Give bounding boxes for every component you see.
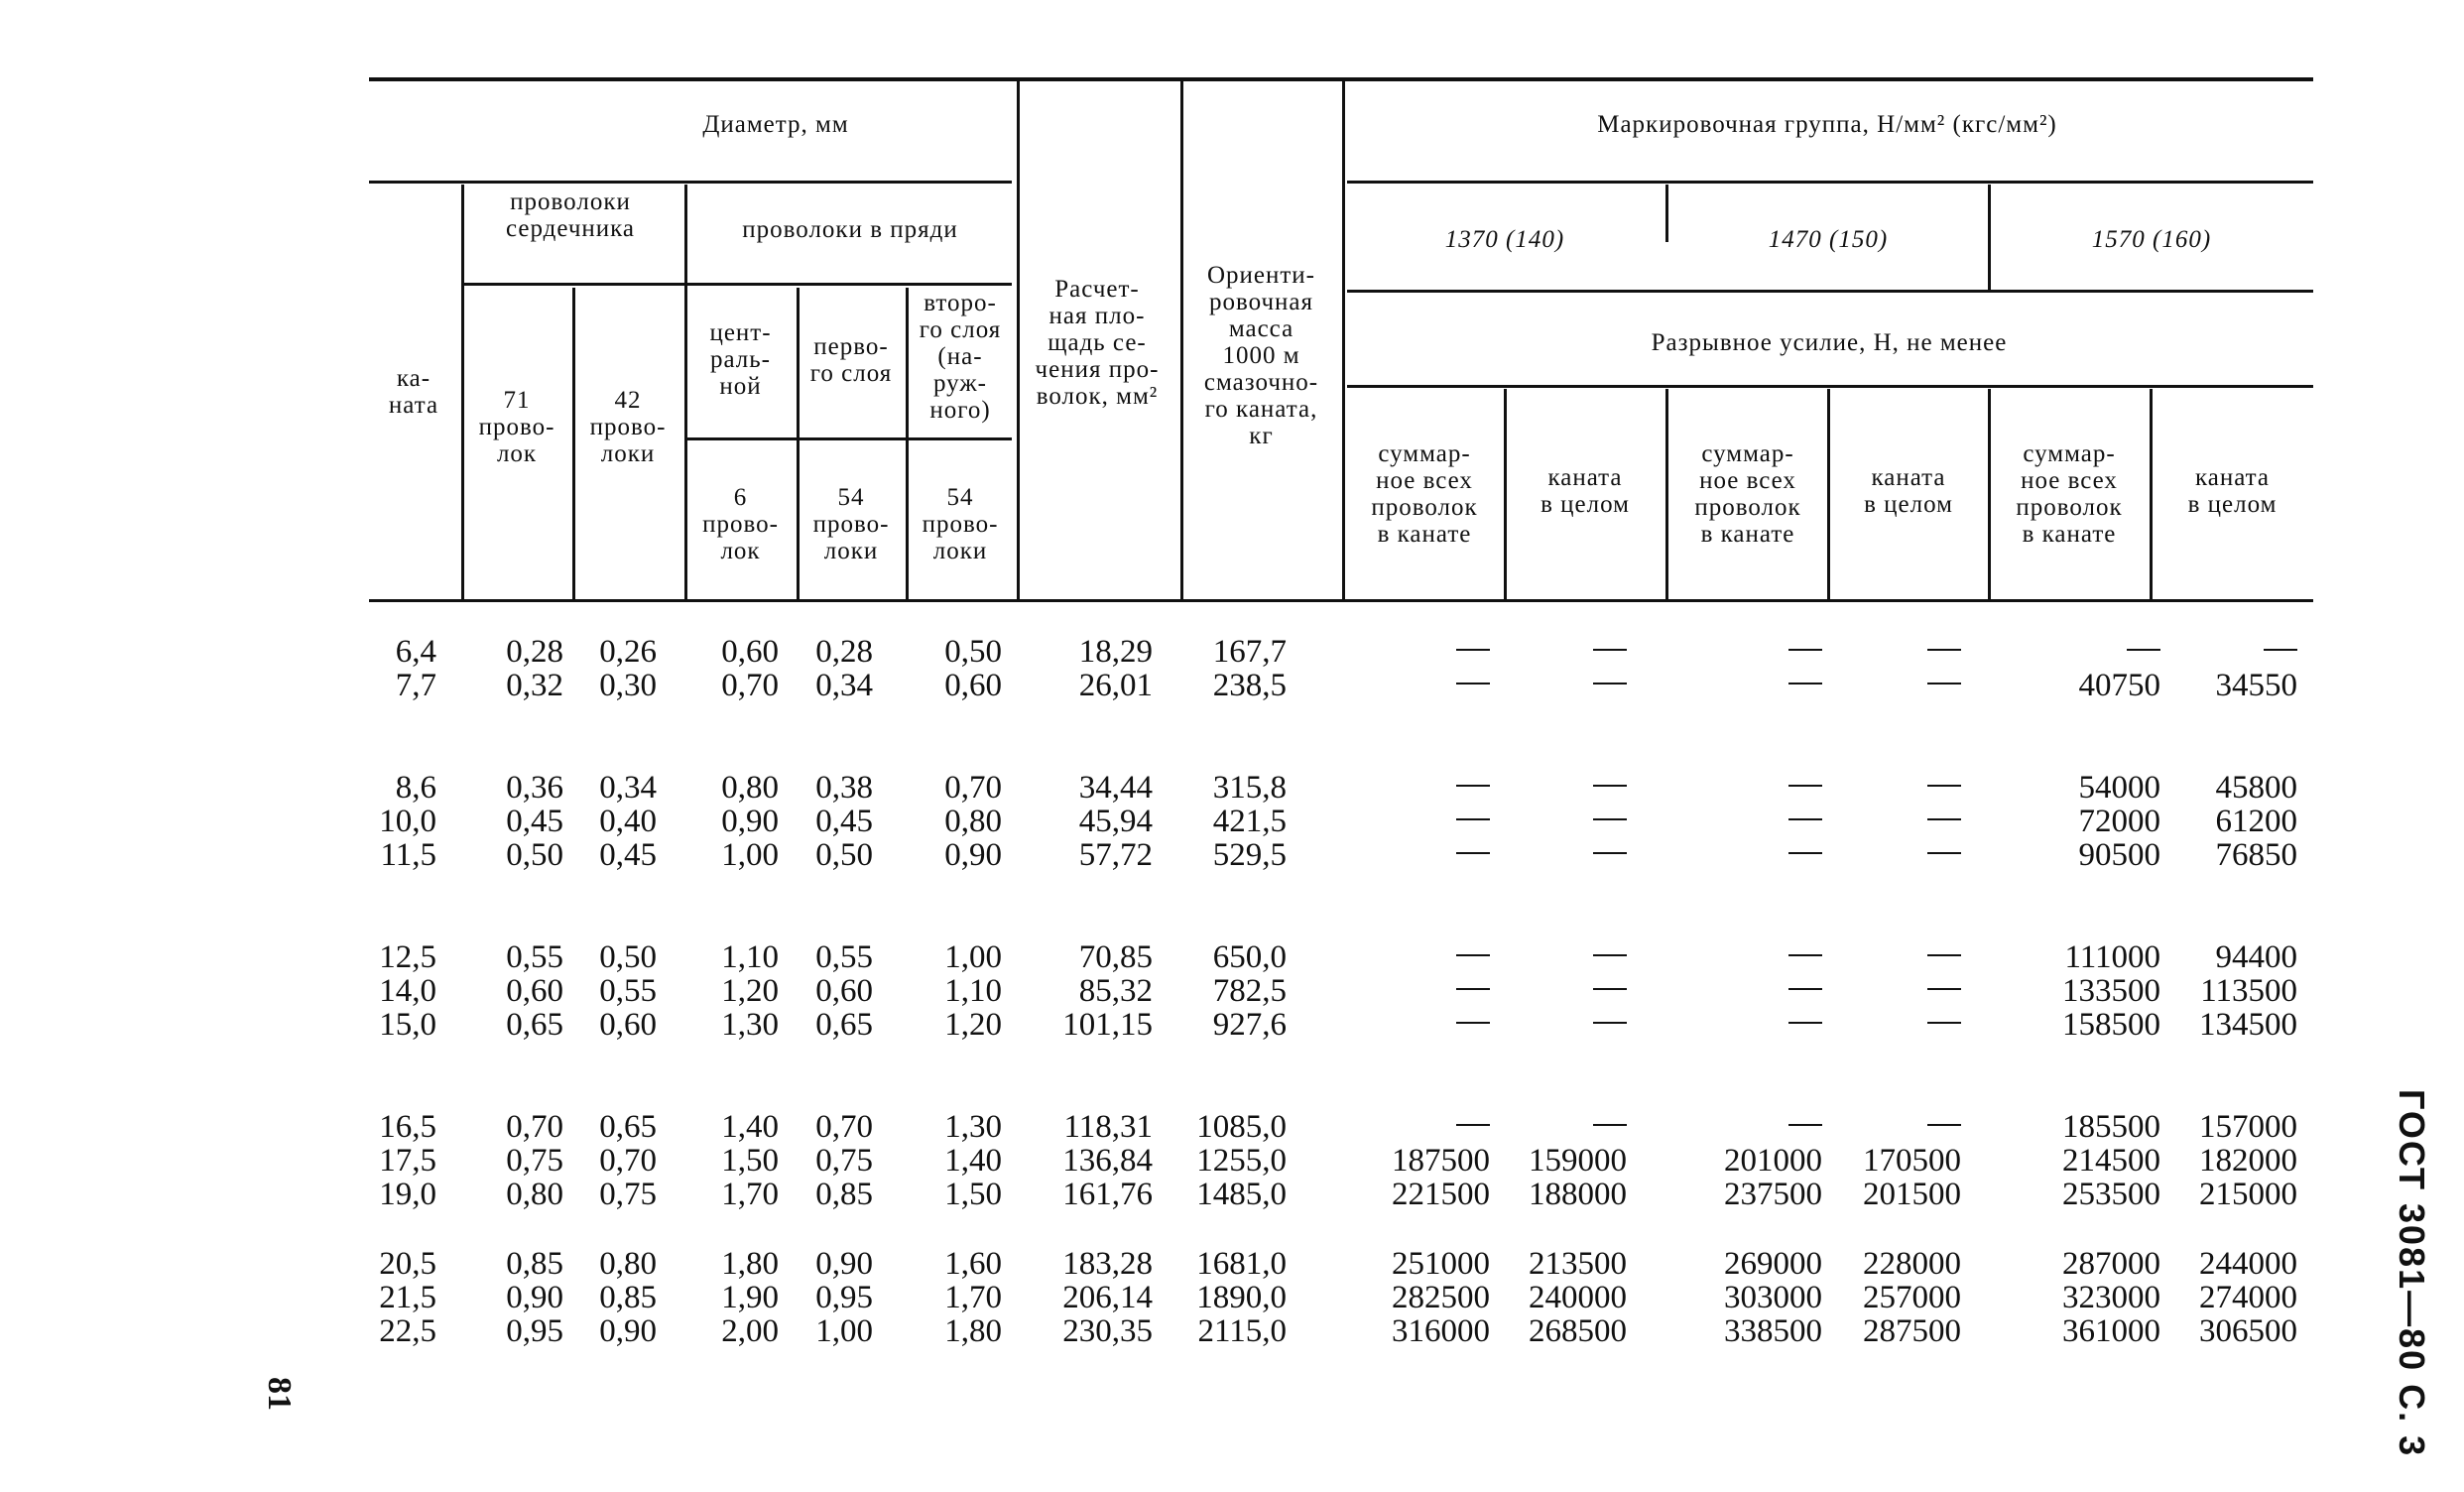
cell-area: 183,28 [1062, 1246, 1153, 1282]
table-row [369, 771, 2313, 806]
cell-diameter: 15,0 [379, 1007, 436, 1043]
cell-central: 1,50 [721, 1143, 779, 1179]
cell-second-layer: 1,10 [944, 973, 1002, 1009]
central-heading: цент- раль- ной [709, 319, 772, 400]
cell-core-42: 0,30 [599, 668, 657, 703]
cell-force-1370-rope-dash [1593, 954, 1627, 956]
cell-first-layer: 0,60 [815, 973, 873, 1009]
core-42-heading: 42 прово- локи [589, 387, 667, 467]
cell-central: 1,80 [721, 1246, 779, 1282]
cell-core-71: 0,75 [506, 1143, 563, 1179]
cell-force-1370-sum-dash [1456, 1022, 1490, 1024]
cell-second-layer: 1,20 [944, 1007, 1002, 1043]
cell-diameter: 19,0 [379, 1177, 436, 1212]
cell-core-71: 0,80 [506, 1177, 563, 1212]
cell-central: 1,40 [721, 1109, 779, 1145]
cell-diameter: 8,6 [395, 770, 436, 806]
table-row [369, 669, 2313, 703]
cell-force-1570-rope: 61200 [2215, 804, 2297, 839]
cell-force-1570-rope: 45800 [2215, 770, 2297, 806]
cell-first-layer: 0,90 [815, 1246, 873, 1282]
cell-core-71: 0,45 [506, 804, 563, 839]
cell-force-1570-sum: 111000 [2064, 939, 2160, 975]
cell-force-1470-sum: 237500 [1724, 1177, 1822, 1212]
cell-force-1470-sum-dash [1788, 649, 1822, 651]
second-count-heading: 54 прово- локи [922, 484, 999, 564]
cell-core-42: 0,90 [599, 1313, 657, 1349]
second-layer-heading: второ- го слоя (на- руж- ного) [919, 290, 1002, 424]
cell-first-layer: 0,70 [815, 1109, 873, 1145]
cell-diameter: 17,5 [379, 1143, 436, 1179]
mass-heading: Ориенти- ровочная масса 1000 м смазочно- го каната, кг [1203, 262, 1319, 449]
cell-force-1370-rope-dash [1593, 1022, 1627, 1024]
table-row [369, 1144, 2313, 1179]
sum-all-1370: суммар- ное всех проволок в канате [1371, 440, 1478, 548]
cell-force-1470-rope: 201500 [1863, 1177, 1961, 1212]
cell-second-layer: 1,80 [944, 1313, 1002, 1349]
cell-area: 18,29 [1078, 634, 1153, 670]
table-row [369, 1110, 2313, 1145]
rope-whole-1370: каната в целом [1540, 464, 1630, 518]
cell-diameter: 11,5 [380, 837, 436, 873]
cell-force-1470-sum: 201000 [1724, 1143, 1822, 1179]
cell-mass: 927,6 [1212, 1007, 1287, 1043]
cell-core-42: 0,45 [599, 837, 657, 873]
table-row [369, 1178, 2313, 1212]
cell-force-1570-rope: 134500 [2199, 1007, 2297, 1043]
cell-central: 1,00 [721, 837, 779, 873]
cell-diameter: 21,5 [379, 1280, 436, 1315]
cell-force-1570-rope: 244000 [2199, 1246, 2297, 1282]
cell-force-1370-sum-dash [1456, 683, 1490, 684]
cell-first-layer: 0,38 [815, 770, 873, 806]
cell-area: 230,35 [1062, 1313, 1153, 1349]
table-row [369, 940, 2313, 975]
cell-force-1470-rope-dash [1927, 1022, 1961, 1024]
cell-force-1570-rope: 34550 [2215, 668, 2297, 703]
cell-force-1470-sum: 269000 [1724, 1246, 1822, 1282]
cell-area: 85,32 [1078, 973, 1153, 1009]
cell-core-71: 0,28 [506, 634, 563, 670]
cell-force-1370-sum-dash [1456, 1124, 1490, 1126]
cell-force-1370-rope-dash [1593, 1124, 1627, 1126]
cell-mass: 421,5 [1212, 804, 1287, 839]
cell-force-1470-sum-dash [1788, 1022, 1822, 1024]
cell-area: 206,14 [1062, 1280, 1153, 1315]
cell-central: 2,00 [721, 1313, 779, 1349]
cell-area: 34,44 [1078, 770, 1153, 806]
cell-force-1570-sum: 214500 [2062, 1143, 2160, 1179]
cell-core-42: 0,70 [599, 1143, 657, 1179]
cell-core-71: 0,55 [506, 939, 563, 975]
cell-second-layer: 1,50 [944, 1177, 1002, 1212]
cell-force-1470-rope: 170500 [1863, 1143, 1961, 1179]
rope-heading: ка- ната [388, 365, 439, 419]
central-count-heading: 6 прово- лок [702, 484, 779, 564]
cell-diameter: 6,4 [395, 634, 436, 670]
cell-second-layer: 1,30 [944, 1109, 1002, 1145]
core-71-heading: 71 прово- лок [478, 387, 555, 467]
cell-force-1570-sum: 185500 [2062, 1109, 2160, 1145]
page-number: 81 [261, 1377, 298, 1411]
cell-force-1470-rope-dash [1927, 683, 1961, 684]
cell-diameter: 10,0 [379, 804, 436, 839]
cell-force-1370-rope-dash [1593, 785, 1627, 787]
cell-force-1370-rope-dash [1593, 988, 1627, 990]
cell-first-layer: 0,45 [815, 804, 873, 839]
cell-force-1570-rope: 113500 [2200, 973, 2297, 1009]
cell-area: 70,85 [1078, 939, 1153, 975]
cell-force-1470-sum-dash [1788, 954, 1822, 956]
table-header [369, 77, 2313, 603]
cell-area: 161,76 [1062, 1177, 1153, 1212]
cell-central: 0,80 [721, 770, 779, 806]
cell-mass: 529,5 [1212, 837, 1287, 873]
cell-core-42: 0,75 [599, 1177, 657, 1212]
cell-force-1470-rope: 257000 [1863, 1280, 1961, 1315]
cell-mass: 315,8 [1212, 770, 1287, 806]
table-row [369, 1247, 2313, 1282]
cell-force-1470-sum-dash [1788, 852, 1822, 854]
cell-force-1570-sum: 133500 [2062, 973, 2160, 1009]
cell-first-layer: 0,28 [815, 634, 873, 670]
cell-force-1470-sum: 338500 [1724, 1313, 1822, 1349]
cell-force-1470-rope: 228000 [1863, 1246, 1961, 1282]
rope-whole-1470: каната в целом [1864, 464, 1953, 518]
cell-force-1570-rope: 274000 [2199, 1280, 2297, 1315]
cell-force-1470-sum-dash [1788, 818, 1822, 820]
cell-force-1370-sum-dash [1456, 818, 1490, 820]
cell-central: 1,70 [721, 1177, 779, 1212]
cell-diameter: 7,7 [395, 668, 436, 703]
cell-force-1370-sum-dash [1456, 649, 1490, 651]
grade-1570: 1570 (160) [2091, 226, 2212, 253]
cell-force-1470-sum-dash [1788, 988, 1822, 990]
cell-force-1370-sum-dash [1456, 954, 1490, 956]
cell-central: 1,30 [721, 1007, 779, 1043]
table-row [369, 635, 2313, 670]
cell-force-1570-sum: 54000 [2078, 770, 2160, 806]
cell-second-layer: 0,50 [944, 634, 1002, 670]
cell-first-layer: 0,50 [815, 837, 873, 873]
cell-force-1370-sum-dash [1456, 785, 1490, 787]
cell-second-layer: 1,00 [944, 939, 1002, 975]
cell-force-1370-sum: 221500 [1392, 1177, 1490, 1212]
cell-force-1570-rope: 215000 [2199, 1177, 2297, 1212]
cell-force-1370-rope: 240000 [1529, 1280, 1627, 1315]
cell-core-42: 0,26 [599, 634, 657, 670]
cell-mass: 1485,0 [1196, 1177, 1287, 1212]
cell-force-1370-sum: 282500 [1392, 1280, 1490, 1315]
cell-second-layer: 0,70 [944, 770, 1002, 806]
diameter-heading: Диаметр, мм [702, 111, 849, 138]
marking-group-heading: Маркировочная группа, Н/мм² (кгс/мм²) [1597, 111, 2057, 138]
cell-first-layer: 0,65 [815, 1007, 873, 1043]
cell-force-1570-sum: 158500 [2062, 1007, 2160, 1043]
cell-mass: 1681,0 [1196, 1246, 1287, 1282]
sum-all-1570: суммар- ное всех проволок в канате [2016, 440, 2123, 548]
cell-force-1370-rope-dash [1593, 852, 1627, 854]
cell-area: 136,84 [1062, 1143, 1153, 1179]
cell-central: 0,90 [721, 804, 779, 839]
cell-central: 1,90 [721, 1280, 779, 1315]
cell-core-42: 0,80 [599, 1246, 657, 1282]
cell-first-layer: 0,34 [815, 668, 873, 703]
cell-core-71: 0,36 [506, 770, 563, 806]
cell-core-42: 0,34 [599, 770, 657, 806]
cell-central: 0,60 [721, 634, 779, 670]
cell-force-1370-sum: 316000 [1392, 1313, 1490, 1349]
cell-force-1570-sum: 361000 [2062, 1313, 2160, 1349]
cell-core-71: 0,65 [506, 1007, 563, 1043]
cell-force-1470-sum-dash [1788, 683, 1822, 684]
cell-area: 57,72 [1078, 837, 1153, 873]
table-row [369, 1281, 2313, 1315]
cell-core-71: 0,95 [506, 1313, 563, 1349]
cell-mass: 2115,0 [1197, 1313, 1287, 1349]
sum-all-1470: суммар- ное всех проволок в канате [1694, 440, 1801, 548]
cell-mass: 1255,0 [1196, 1143, 1287, 1179]
cell-force-1370-rope: 188000 [1529, 1177, 1627, 1212]
cell-mass: 1890,0 [1196, 1280, 1287, 1315]
cell-force-1370-sum: 187500 [1392, 1143, 1490, 1179]
cell-force-1370-rope-dash [1593, 649, 1627, 651]
table-row [369, 1008, 2313, 1043]
table-row [369, 838, 2313, 873]
cell-force-1370-rope-dash [1593, 683, 1627, 684]
cell-force-1570-sum: 72000 [2078, 804, 2160, 839]
cell-force-1470-sum-dash [1788, 1124, 1822, 1126]
cell-second-layer: 0,60 [944, 668, 1002, 703]
cell-force-1470-rope-dash [1927, 988, 1961, 990]
table-row [369, 974, 2313, 1009]
cell-mass: 167,7 [1212, 634, 1287, 670]
cell-force-1570-rope-dash [2264, 649, 2297, 651]
cell-force-1570-sum: 40750 [2078, 668, 2160, 703]
cell-force-1370-rope: 159000 [1529, 1143, 1627, 1179]
cell-core-42: 0,60 [599, 1007, 657, 1043]
cell-diameter: 14,0 [379, 973, 436, 1009]
cell-force-1570-sum: 90500 [2078, 837, 2160, 873]
cell-second-layer: 1,70 [944, 1280, 1002, 1315]
cell-force-1570-rope: 182000 [2199, 1143, 2297, 1179]
cell-force-1570-rope: 157000 [2199, 1109, 2297, 1145]
cell-core-71: 0,70 [506, 1109, 563, 1145]
cell-force-1470-rope: 287500 [1863, 1313, 1961, 1349]
cell-central: 1,10 [721, 939, 779, 975]
cell-force-1570-sum: 287000 [2062, 1246, 2160, 1282]
cell-mass: 1085,0 [1196, 1109, 1287, 1145]
cell-area: 26,01 [1078, 668, 1153, 703]
cell-area: 101,15 [1062, 1007, 1153, 1043]
first-layer-heading: перво- го слоя [809, 333, 893, 387]
cell-force-1370-rope: 268500 [1529, 1313, 1627, 1349]
cell-force-1370-sum: 251000 [1392, 1246, 1490, 1282]
cell-core-42: 0,55 [599, 973, 657, 1009]
strand-wires-heading: проволоки в пряди [742, 216, 958, 243]
cell-core-42: 0,50 [599, 939, 657, 975]
cell-force-1470-rope-dash [1927, 818, 1961, 820]
cell-core-71: 0,50 [506, 837, 563, 873]
cell-core-71: 0,32 [506, 668, 563, 703]
cell-force-1570-sum-dash [2127, 649, 2160, 651]
cell-second-layer: 1,60 [944, 1246, 1002, 1282]
cell-second-layer: 0,90 [944, 837, 1002, 873]
cell-central: 0,70 [721, 668, 779, 703]
cell-area: 118,31 [1063, 1109, 1153, 1145]
cell-first-layer: 0,75 [815, 1143, 873, 1179]
cell-force-1470-rope-dash [1927, 1124, 1961, 1126]
breaking-force-heading: Разрывное усилие, Н, не менее [1651, 329, 2008, 356]
standard-running-title: ГОСТ 3081—80 С. 3 [2392, 1089, 2432, 1458]
cell-first-layer: 0,95 [815, 1280, 873, 1315]
cell-force-1570-sum: 323000 [2062, 1280, 2160, 1315]
cell-force-1570-sum: 253500 [2062, 1177, 2160, 1212]
cell-mass: 650,0 [1212, 939, 1287, 975]
cell-diameter: 22,5 [379, 1313, 436, 1349]
cell-force-1470-rope-dash [1927, 785, 1961, 787]
rope-whole-1570: каната в целом [2187, 464, 2278, 518]
area-heading: Расчет- ная пло- щадь се- чения про- волок, мм² [1035, 276, 1160, 410]
cell-central: 1,20 [721, 973, 779, 1009]
cell-area: 45,94 [1078, 804, 1153, 839]
cell-first-layer: 1,00 [815, 1313, 873, 1349]
grade-1470: 1470 (150) [1768, 226, 1889, 253]
table-row [369, 805, 2313, 839]
cell-second-layer: 0,80 [944, 804, 1002, 839]
cell-force-1370-rope: 213500 [1529, 1246, 1627, 1282]
cell-force-1470-rope-dash [1927, 954, 1961, 956]
cell-second-layer: 1,40 [944, 1143, 1002, 1179]
cell-force-1570-rope: 306500 [2199, 1313, 2297, 1349]
cell-force-1470-rope-dash [1927, 852, 1961, 854]
cell-core-42: 0,40 [599, 804, 657, 839]
cell-core-71: 0,60 [506, 973, 563, 1009]
cell-diameter: 16,5 [379, 1109, 436, 1145]
cell-first-layer: 0,85 [815, 1177, 873, 1212]
cell-core-42: 0,65 [599, 1109, 657, 1145]
cell-mass: 782,5 [1212, 973, 1287, 1009]
cell-core-71: 0,90 [506, 1280, 563, 1315]
grade-1370: 1370 (140) [1444, 226, 1565, 253]
cell-diameter: 12,5 [379, 939, 436, 975]
cell-force-1570-rope: 94400 [2215, 939, 2297, 975]
cell-mass: 238,5 [1212, 668, 1287, 703]
cell-force-1570-rope: 76850 [2215, 837, 2297, 873]
cell-force-1470-sum: 303000 [1724, 1280, 1822, 1315]
table-row [369, 1314, 2313, 1349]
cell-force-1370-rope-dash [1593, 818, 1627, 820]
first-count-heading: 54 прово- локи [812, 484, 890, 564]
cell-first-layer: 0,55 [815, 939, 873, 975]
core-wires-heading: проволоки сердечника [505, 188, 636, 242]
cell-force-1370-sum-dash [1456, 988, 1490, 990]
cell-core-71: 0,85 [506, 1246, 563, 1282]
cell-force-1470-sum-dash [1788, 785, 1822, 787]
cell-diameter: 20,5 [379, 1246, 436, 1282]
cell-core-42: 0,85 [599, 1280, 657, 1315]
cell-force-1470-rope-dash [1927, 649, 1961, 651]
cell-force-1370-sum-dash [1456, 852, 1490, 854]
